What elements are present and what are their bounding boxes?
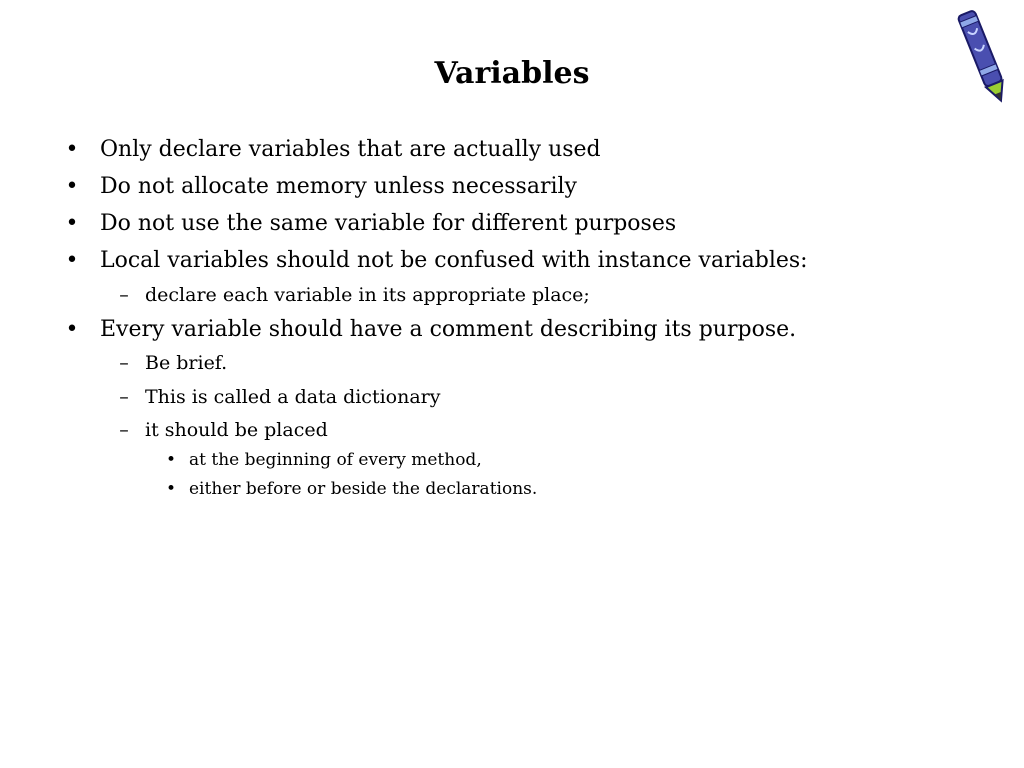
bullet-marker: • [65, 137, 79, 162]
sub-bullet-item [119, 282, 590, 308]
bullet-item [65, 172, 577, 202]
sub-bullet-item [119, 384, 441, 410]
sub-sub-bullet-item [165, 448, 482, 472]
bullet-text: Do not allocate memory unless necessarily [100, 174, 577, 199]
bullet-text: Do not use the same variable for different purposes [100, 211, 677, 236]
sub-bullet-item [119, 417, 328, 443]
bullet-marker: • [65, 248, 79, 273]
slide-title: Variables [434, 56, 590, 91]
sub-bullet-text: it should be placed [145, 419, 328, 441]
sub-sub-bullet-text: at the beginning of every method, [189, 450, 482, 470]
bullet-item [65, 135, 601, 165]
sub-bullet-text: This is called a data dictionary [145, 386, 441, 408]
bullet-item [65, 246, 808, 276]
bullet-marker: • [65, 317, 79, 342]
dash-marker: – [119, 419, 129, 441]
bullet-item [65, 315, 797, 345]
bullet-marker: • [65, 174, 79, 199]
sub-bullet-text: Be brief. [145, 352, 228, 374]
sub-bullet-item [119, 350, 228, 376]
dash-marker: – [119, 352, 129, 374]
sub-bullet-text: declare each variable in its appropriate place; [145, 284, 590, 306]
bullet-text: Every variable should have a comment describing its purpose. [100, 317, 797, 342]
dash-marker: – [119, 284, 129, 306]
bullet-marker: • [65, 211, 79, 236]
bullet-item [65, 209, 677, 239]
bullet-text: Local variables should not be confused with instance variables: [100, 248, 808, 273]
bullet-text: Only declare variables that are actually used [100, 137, 601, 162]
dash-marker: – [119, 386, 129, 408]
sub-sub-bullet-item [165, 477, 538, 501]
bullet-marker: • [165, 479, 177, 499]
bullet-marker: • [165, 450, 177, 470]
sub-sub-bullet-text: either before or beside the declarations. [189, 479, 538, 499]
